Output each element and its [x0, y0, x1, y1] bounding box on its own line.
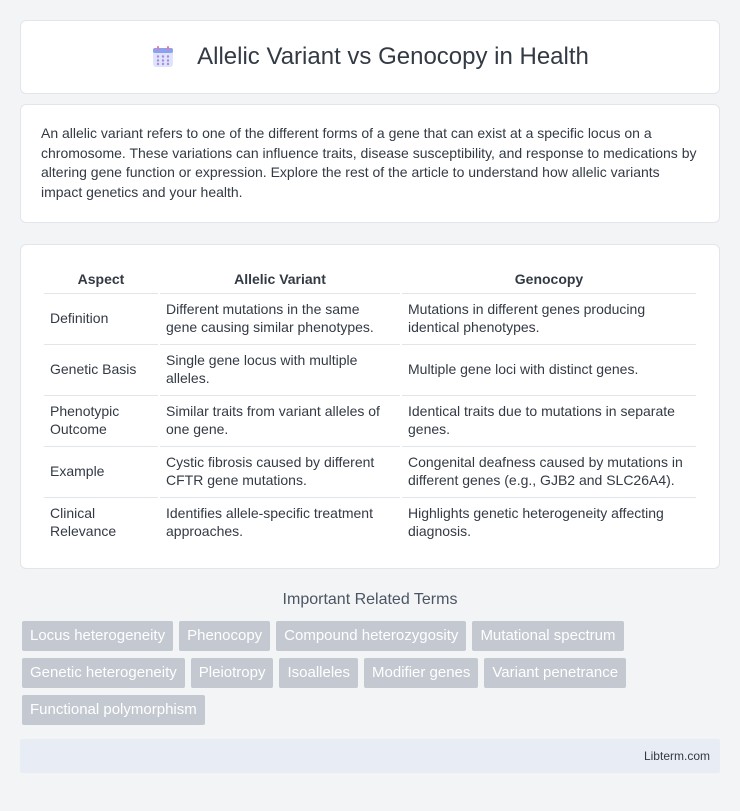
- table-cell: Single gene locus with multiple alleles.: [160, 344, 400, 393]
- related-term-tag[interactable]: Modifier genes: [364, 658, 478, 688]
- table-row: [44, 344, 696, 393]
- title-card: [20, 20, 720, 94]
- table-cell: Multiple gene loci with distinct genes.: [402, 344, 696, 393]
- table-row: [44, 395, 696, 444]
- related-term-tag[interactable]: Isoalleles: [279, 658, 358, 688]
- table-cell: Similar traits from variant alleles of one gene.: [160, 395, 400, 444]
- table-cell: Clinical Relevance: [44, 497, 158, 546]
- related-terms-list: [22, 621, 718, 725]
- table-cell: Phenotypic Outcome: [44, 395, 158, 444]
- table-row: [44, 293, 696, 342]
- table-cell: Different mutations in the same gene causing similar phenotypes.: [160, 293, 400, 342]
- related-term-tag[interactable]: Variant penetrance: [484, 658, 626, 688]
- related-term-tag[interactable]: Mutational spectrum: [472, 621, 623, 651]
- related-term-tag[interactable]: Compound heterozygosity: [276, 621, 466, 651]
- related-term-tag[interactable]: Phenocopy: [179, 621, 270, 651]
- intro-card: [20, 104, 720, 223]
- table-cell: Definition: [44, 293, 158, 342]
- intro-text: An allelic variant refers to one of the different forms of a gene that can exist at a specific locus on a chromosome. These variations can influence traits, disease susceptibility, and response to medications by altering gene function or expression. Explore the rest of the article to understand how allelic variants impact genetics and your health.: [41, 125, 697, 200]
- table-row: [44, 446, 696, 495]
- related-terms-title: Important Related Terms: [282, 591, 458, 608]
- table-row: [44, 497, 696, 546]
- table-cell: Highlights genetic heterogeneity affecting diagnosis.: [402, 497, 696, 546]
- calendar-grid-icon: [151, 45, 175, 69]
- column-header-aspect: Aspect: [77, 271, 125, 287]
- comparison-card: [20, 244, 720, 569]
- table-cell: Genetic Basis: [44, 344, 158, 393]
- table-header-row: [44, 267, 696, 291]
- column-header-allelic-variant: Allelic Variant: [234, 271, 326, 287]
- table-cell: Identifies allele-specific treatment approaches.: [160, 497, 400, 546]
- related-term-tag[interactable]: Genetic heterogeneity: [22, 658, 185, 688]
- footer-bar: [20, 739, 720, 773]
- table-cell: Mutations in different genes producing identical phenotypes.: [402, 293, 696, 342]
- related-term-tag[interactable]: Locus heterogeneity: [22, 621, 173, 651]
- table-cell: Congenital deafness caused by mutations in different genes (e.g., GJB2 and SLC26A4).: [402, 446, 696, 495]
- page-title: Allelic Variant vs Genocopy in Health: [197, 43, 589, 70]
- related-term-tag[interactable]: Functional polymorphism: [22, 695, 205, 725]
- related-term-tag[interactable]: Pleiotropy: [191, 658, 274, 688]
- column-header-genocopy: Genocopy: [514, 271, 584, 287]
- table-cell: Cystic fibrosis caused by different CFTR gene mutations.: [160, 446, 400, 495]
- table-cell: Example: [44, 446, 158, 495]
- table-cell: Identical traits due to mutations in separate genes.: [402, 395, 696, 444]
- comparison-table: [42, 265, 698, 548]
- footer-site-link[interactable]: Libterm.com: [643, 749, 710, 763]
